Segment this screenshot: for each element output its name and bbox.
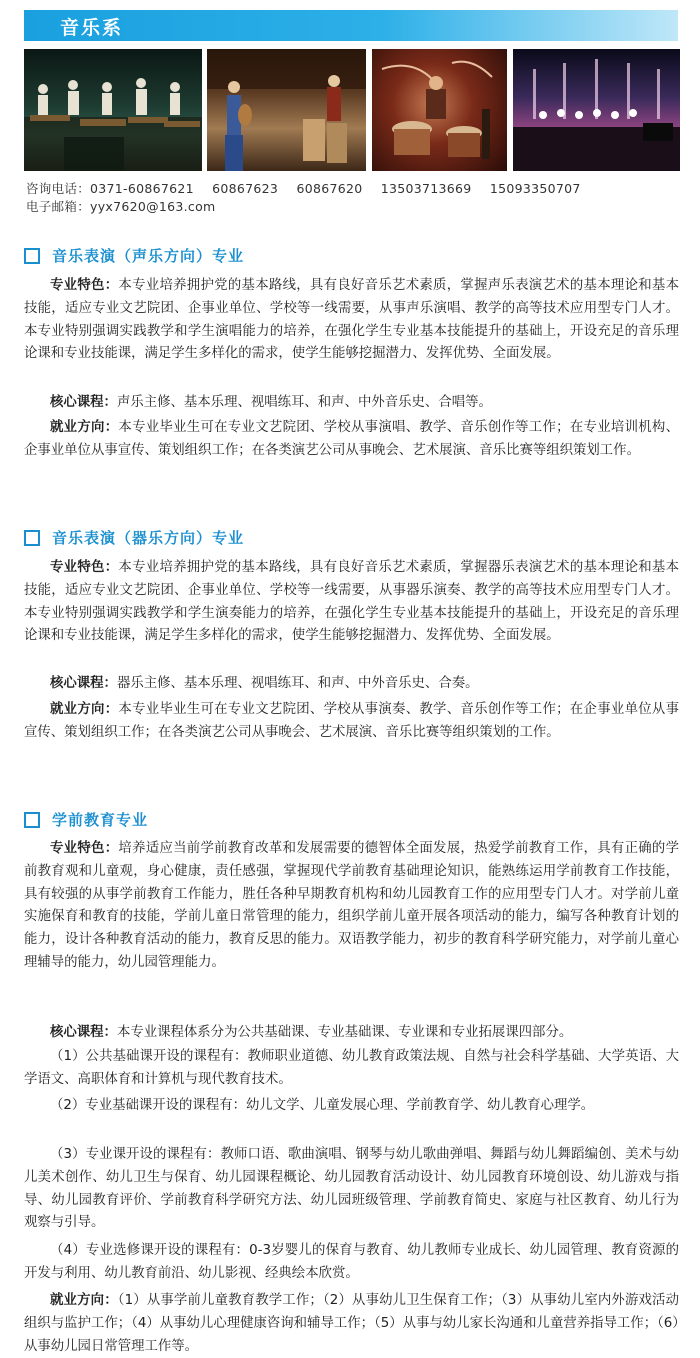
checkbox-square-icon — [24, 812, 40, 828]
photo-guzheng-ensemble — [24, 49, 202, 171]
photo-strip — [24, 49, 680, 171]
section-preschool-feature — [24, 838, 679, 975]
feature-text: 本专业培养拥护党的基本路线，具有良好音乐艺术素质，掌握器乐表演艺术的基本理论和基本技能，适应专业文艺院团、企事业单位、学校等一线需要，从事器乐演奏、教学的高等技术应用型专门人才。本专业特别强调实践教学和学生演奏能力的培养，在强化学生专业基本技能提升的基础上，开设充足的音乐理论课和专业技能课，满足学生多样化的需求，使学生能够挖掘潜力、发挥优势、全面发展。 — [24, 560, 680, 644]
contact-phone-4: 13503713669 — [380, 181, 472, 196]
department-title: 音乐系 — [60, 17, 124, 39]
core-text: 声乐主修、基本乐理、视唱练耳、和声、中外音乐史、合唱等。 — [116, 395, 492, 410]
feature-text: 本专业培养拥护党的基本路线，具有良好音乐艺术素质，掌握声乐表演艺术的基本理论和基本技能，适应专业文艺院团、企事业单位、学校等一线需要，从事声乐演唱、教学的高等技术应用型专门人才。本专业特别强调实践教学和学生演唱能力的培养，在强化学生专业基本技能提升的基础上，开设充足的音乐理论课和专业技能课，满足学生多样化的需求，使学生能够挖掘潜力、发挥优势、全面发展。 — [24, 278, 680, 362]
career-label: 就业方向： — [50, 702, 119, 717]
core-label: 核心课程： — [50, 395, 117, 410]
career-label: 就业方向： — [50, 1293, 118, 1308]
section-instrumental-career — [24, 699, 679, 745]
contact-phone-5: 15093350707 — [489, 181, 581, 196]
feature-label: 专业特色： — [50, 560, 119, 575]
section-vocal-core — [24, 392, 679, 415]
contact-phone-2: 60867623 — [212, 181, 279, 196]
contact-phone-3: 60867620 — [296, 181, 363, 196]
section-instrumental-core — [24, 673, 679, 696]
feature-text: 培养适应当前学前教育改革和发展需要的德智体全面发展，热爱学前教育工作，具有正确的学前教育观和儿童观，身心健康，责任感强，掌握现代学前教育基础理论知识，能熟练运用学前教育工作技能，具有较强的从事学前教育工作能力，胜任各种早期教育机构和幼儿园教育工作的应用型专门人才。对学前儿童实施保育和教育的技能，学前儿童日常管理的能力，组织学前儿童开展各项活动的能力，编写各种教育计划的能力，设计各种教育活动的能力，教育反思的能力。双语教学能力，初步的教育科学研究能力，对学前儿童心理辅导的能力，幼儿园管理能力。 — [24, 841, 680, 970]
photo-pipa-drum — [207, 49, 366, 171]
section-preschool-career — [24, 1290, 679, 1358]
section-title-preschool — [24, 809, 148, 830]
career-text: 本专业毕业生可在专业文艺院团、学校从事演唱、教学、音乐创作等工作；在专业培训机构、企事业单位从事宣传、策划组织工作；在各类演艺公司从事晚会、艺术展演、音乐比赛等组织策划工作。 — [24, 420, 680, 458]
contact-phone-line — [26, 179, 595, 197]
section-preschool-core — [24, 1022, 679, 1045]
contact-phone-1: 咨询电话：0371-60867621 — [26, 181, 194, 196]
core-item-1: （1）公共基础课开设的课程有：教师职业道德、幼儿教育政策法规、自然与社会科学基础、大学英语、大学语文、高职体育和计算机与现代教育技术。 — [24, 1049, 679, 1087]
feature-label: 专业特色： — [50, 841, 119, 856]
core-text: 器乐主修、基本乐理、视唱练耳、和声、中外音乐史、合奏。 — [116, 676, 479, 691]
department-banner — [24, 10, 678, 41]
career-text: （1）从事学前儿童教育教学工作；（2）从事幼儿卫生保育工作；（3）从事幼儿室内外游戏活动组织与监护工作；（4）从事幼儿心理健康咨询和辅导工作；（5）从事与幼儿家长沟通和儿童营养指导工作；（6）从事幼儿园日常管理工作等。 — [24, 1293, 679, 1354]
checkbox-square-icon — [24, 248, 40, 264]
core-item-4: （4）专业选修课开设的课程有：0-3岁婴儿的保育与教育、幼儿教师专业成长、幼儿园管理、教育资源的开发与利用、幼儿教育前沿、幼儿影视、经典绘本欣赏。 — [24, 1243, 679, 1281]
career-text: 本专业毕业生可在专业文艺院团、学校从事演奏、教学、音乐创作等工作；在企事业单位从事宣传、策划组织工作；在各类演艺公司从事晚会、艺术展演、音乐比赛等组织策划的工作。 — [24, 702, 680, 740]
section-vocal-feature — [24, 275, 679, 366]
section-title-vocal — [24, 245, 244, 266]
checkbox-square-icon — [24, 530, 40, 546]
core-label: 核心课程： — [50, 1025, 117, 1040]
feature-label: 专业特色： — [50, 278, 119, 293]
section-vocal-career — [24, 417, 679, 463]
photo-drum-solo — [372, 49, 507, 171]
section-title-text: 学前教育专业 — [52, 811, 149, 829]
core-item-3: （3）专业课开设的课程有：教师口语、歌曲演唱、钢琴与幼儿歌曲弹唱、舞蹈与幼儿舞蹈编创、美术与幼儿美术创作、幼儿卫生与保育、幼儿园课程概论、幼儿园教育活动设计、幼儿园教育环境创设、幼儿游戏与指导、幼儿园教育评价、学前教育科学研究方法、幼儿园班级管理、学前教育简史、家庭与社区教育、幼儿行为观察与引导。 — [24, 1147, 679, 1231]
section-title-instrumental — [24, 527, 244, 548]
section-title-text: 音乐表演（声乐方向）专业 — [52, 247, 245, 265]
section-instrumental-feature — [24, 557, 679, 648]
section-title-text: 音乐表演（器乐方向）专业 — [52, 529, 245, 547]
core-label: 核心课程： — [50, 676, 117, 691]
photo-stage-concert — [513, 49, 680, 171]
core-item-2: （2）专业基础课开设的课程有：幼儿文学、儿童发展心理、学前教育学、幼儿教育心理学。 — [50, 1098, 595, 1113]
core-text: 本专业课程体系分为公共基础课、专业基础课、专业课和专业拓展课四部分。 — [116, 1025, 573, 1040]
contact-email: 电子邮箱：yyx7620@163.com — [26, 199, 216, 214]
career-label: 就业方向： — [50, 420, 119, 435]
